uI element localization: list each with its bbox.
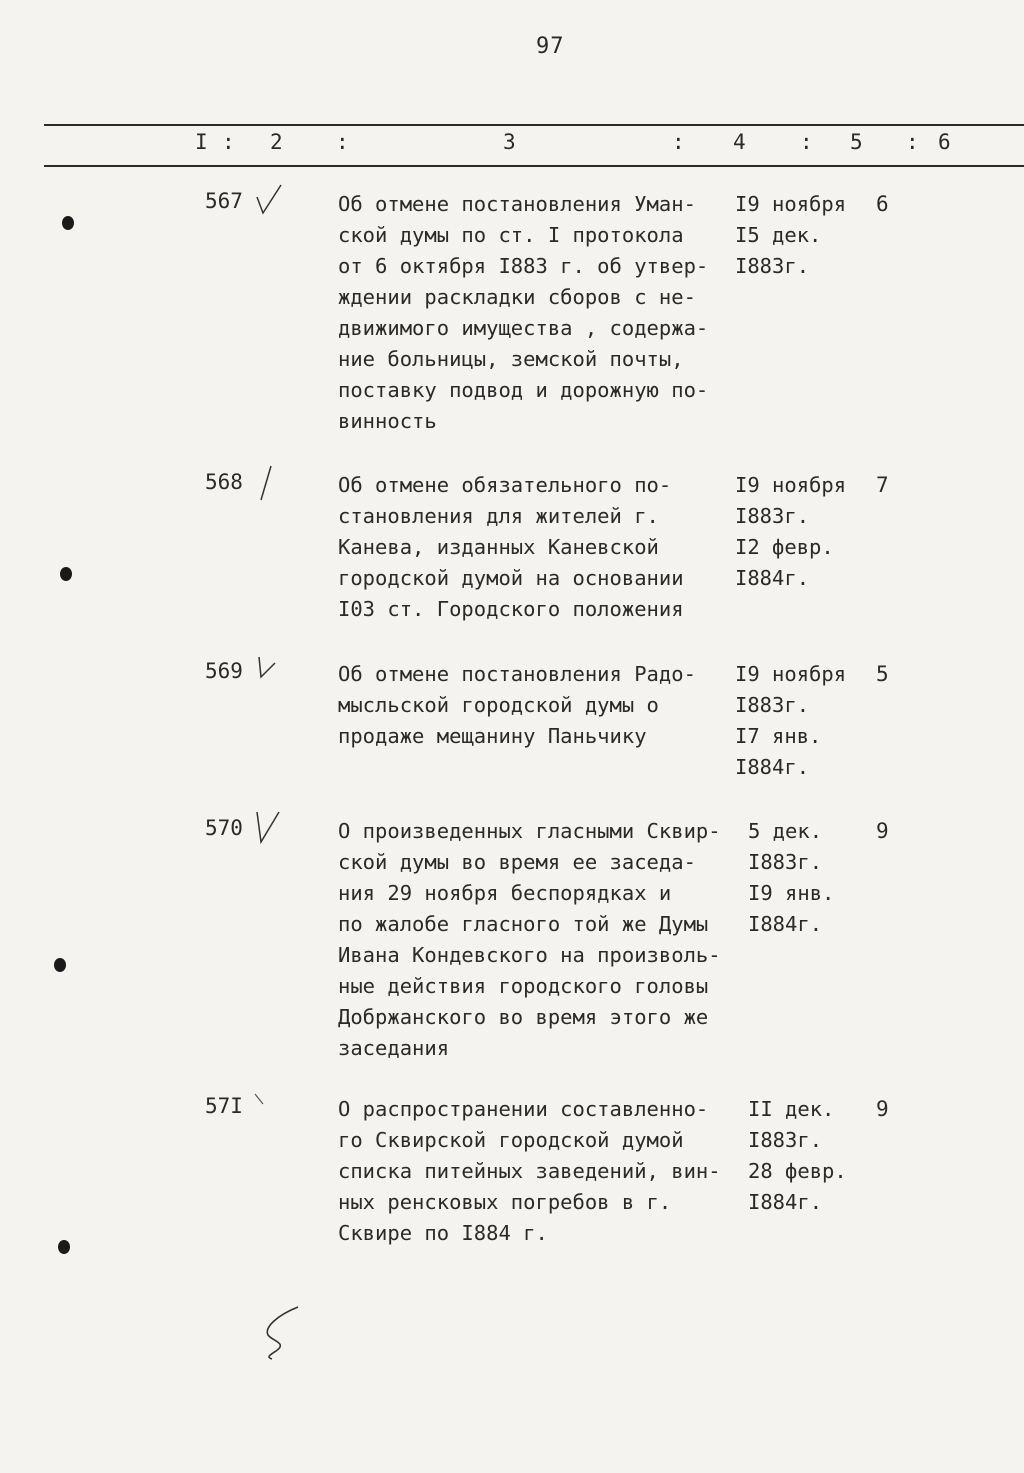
entry-count: 9 (876, 1097, 889, 1121)
punch-hole (60, 567, 72, 581)
text-line: списка питейных заведений, вин- (338, 1159, 721, 1183)
entry-number: 567 (205, 189, 243, 213)
text-line: движимого имущества , содержа- (338, 316, 709, 340)
text-line: мысльской городской думы о (338, 693, 659, 717)
handwritten-mark-icon (258, 1305, 308, 1365)
entry-text (338, 1094, 748, 1249)
text-line: ные действия городского головы (338, 974, 709, 998)
col-header-4: 4 (733, 130, 746, 154)
text-line: Ивана Кондевского на произволь- (338, 943, 721, 967)
entry-dates (748, 816, 878, 940)
text-line: Сквире по I884 г. (338, 1221, 548, 1245)
punch-hole (58, 1240, 70, 1254)
date-line: I883г. (735, 693, 810, 717)
date-line: I7 янв. (735, 724, 822, 748)
entry-text (338, 189, 748, 437)
text-line: ния 29 ноября беспорядках и (338, 881, 672, 905)
text-line: Добржанского во время этого же (338, 1005, 709, 1029)
text-line: продаже мещанину Паньчику (338, 724, 647, 748)
text-line: го Сквирской городской думой (338, 1128, 684, 1152)
page-number: 97 (536, 34, 565, 59)
date-line: I9 ноября (735, 473, 847, 497)
entry-text (338, 816, 748, 1064)
date-line: I5 дек. (735, 223, 822, 247)
text-line: ской думы во время ее заседа- (338, 850, 696, 874)
col-header-5: 5 (850, 130, 863, 154)
entry-count: 7 (876, 473, 889, 497)
text-line: ние больницы, земской почты, (338, 347, 684, 371)
text-line: Об отмене обязательного по- (338, 473, 672, 497)
date-line: II дек. (748, 1097, 835, 1121)
col-separator: : (336, 130, 349, 154)
date-line: I9 янв. (748, 881, 835, 905)
col-separator: : (222, 130, 235, 154)
date-line: I9 ноября (735, 662, 847, 686)
text-line: заседания (338, 1036, 450, 1060)
text-line: ской думы по ст. I протокола (338, 223, 684, 247)
entry-number: 568 (205, 470, 243, 494)
date-line: I884г. (748, 912, 823, 936)
entry-number: 569 (205, 659, 243, 683)
date-line: I884г. (735, 566, 810, 590)
punch-hole (54, 958, 66, 972)
punch-hole (62, 216, 74, 230)
checkmark-icon (253, 183, 293, 223)
text-line: поставку подвод и дорожную по- (338, 378, 709, 402)
entry-dates (735, 189, 865, 282)
date-line: I883г. (748, 850, 823, 874)
date-line: I884г. (748, 1190, 823, 1214)
text-line: I03 ст. Городского положения (338, 597, 684, 621)
text-line: Канева, изданных Каневской (338, 535, 659, 559)
text-line: винность (338, 409, 437, 433)
entry-number: 57I (205, 1094, 243, 1118)
col-separator: : (800, 130, 813, 154)
date-line: I2 февр. (735, 535, 834, 559)
col-header-3: 3 (503, 130, 516, 154)
text-line: городской думой на основании (338, 566, 684, 590)
entry-count: 6 (876, 192, 889, 216)
checkmark-icon (253, 1088, 293, 1128)
entry-count: 9 (876, 819, 889, 843)
date-line: I883г. (748, 1128, 823, 1152)
entry-dates (735, 659, 865, 783)
checkmark-icon (253, 464, 293, 504)
text-line: ждении раскладки сборов с не- (338, 285, 696, 309)
header-rule-top (44, 124, 1024, 126)
date-line: I883г. (735, 254, 810, 278)
col-header-1: I (195, 130, 208, 154)
date-line: I883г. (735, 504, 810, 528)
text-line: О распространении составленно- (338, 1097, 709, 1121)
date-line: 28 февр. (748, 1159, 847, 1183)
entry-dates (748, 1094, 878, 1218)
checkmark-icon (253, 653, 293, 693)
text-line: от 6 октября I883 г. об утвер- (338, 254, 709, 278)
col-header-2: 2 (270, 130, 283, 154)
col-header-6: 6 (938, 130, 951, 154)
date-line: I884г. (735, 755, 810, 779)
entry-number: 570 (205, 816, 243, 840)
text-line: по жалобе гласного той же Думы (338, 912, 709, 936)
text-line: О произведенных гласными Сквир- (338, 819, 721, 843)
text-line: ных ренсковых погребов в г. (338, 1190, 672, 1214)
checkmark-icon (253, 810, 293, 850)
col-separator: : (906, 130, 919, 154)
date-line: 5 дек. (748, 819, 823, 843)
entry-text (338, 470, 748, 625)
header-rule-bottom (44, 165, 1024, 167)
col-separator: : (672, 130, 685, 154)
text-line: становления для жителей г. (338, 504, 659, 528)
text-line: Об отмене постановления Радо- (338, 662, 696, 686)
entry-text (338, 659, 748, 752)
entry-count: 5 (876, 662, 889, 686)
entry-dates (735, 470, 865, 594)
date-line: I9 ноября (735, 192, 847, 216)
text-line: Об отмене постановления Уман- (338, 192, 696, 216)
